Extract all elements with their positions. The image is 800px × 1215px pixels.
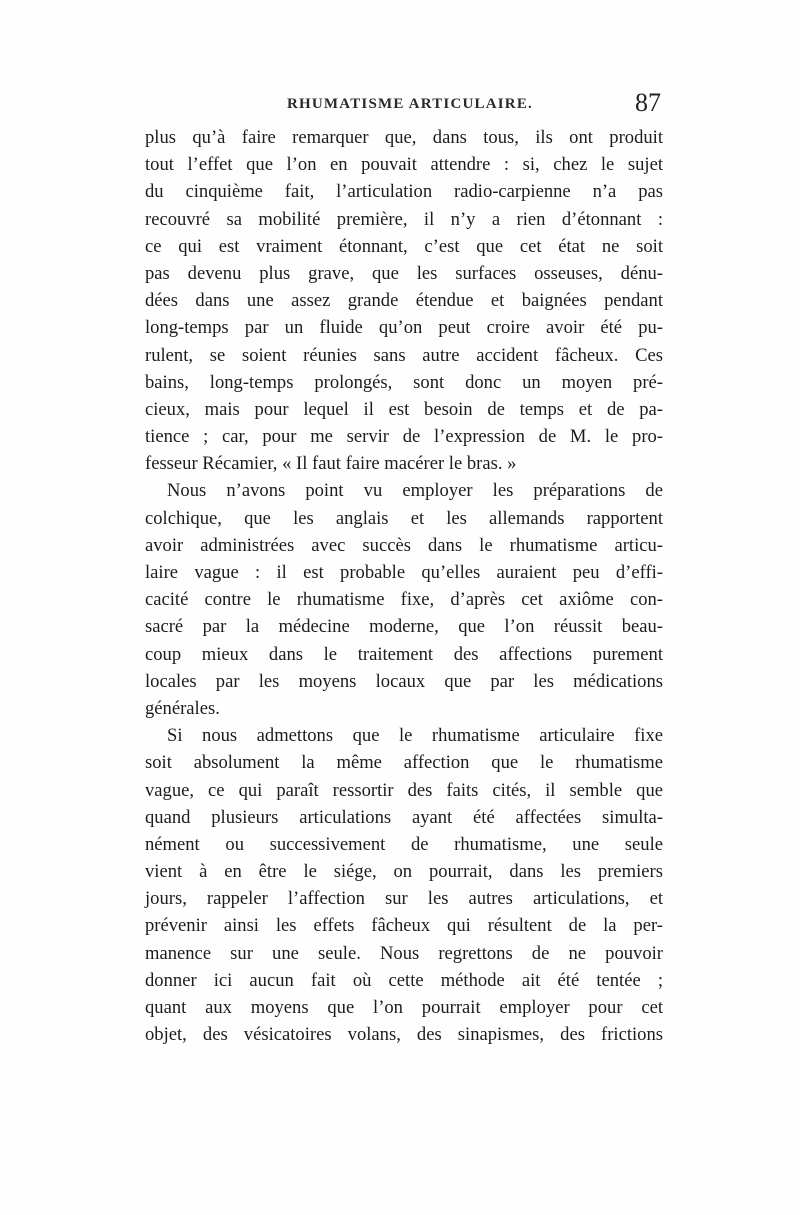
- text-line: vient à en être le siége, on pourrait, dans les premiers: [145, 861, 663, 883]
- text-line: locales par les moyens locaux que par les médications: [145, 670, 663, 692]
- text-line: sacré par la médecine moderne, que l’on réussit beau-: [145, 616, 663, 638]
- text-line: coup mieux dans le traitement des affections purement: [145, 643, 663, 665]
- text-line: nément ou successivement de rhumatisme, une seule: [145, 833, 663, 855]
- text-line: ce qui est vraiment étonnant, c’est que cet état ne soit: [145, 235, 663, 257]
- text-line: laire vague : il est probable qu’elles auraient peu d’effi-: [145, 562, 663, 583]
- text-line: avoir administrées avec succès dans le rhumatisme articu-: [145, 534, 663, 556]
- text-line: Si nous admettons que le rhumatisme articulaire fixe: [167, 725, 663, 747]
- text-line: cacité contre le rhumatisme fixe, d’après cet axiôme con-: [145, 589, 663, 611]
- text-line: Nous n’avons point vu employer les préparations de: [167, 480, 663, 502]
- text-line: rulent, se soient réunies sans autre accident fâcheux. Ces: [145, 344, 663, 366]
- text-line: générales.: [145, 697, 220, 719]
- text-line: bains, long-temps prolongés, sont donc un moyen pré-: [145, 371, 663, 393]
- text-line: donner ici aucun fait où cette méthode ait été tentée ;: [145, 969, 663, 991]
- text-line: tience ; car, pour me servir de l’expression de M. le pro-: [145, 426, 663, 448]
- body-text: [145, 124, 663, 1048]
- running-head: [145, 90, 663, 120]
- page-number: 87: [635, 88, 661, 117]
- text-line: soit absolument la même affection que le rhumatisme: [145, 752, 663, 774]
- text-line: fesseur Récamier, « Il faut faire macérer le bras. »: [145, 453, 517, 475]
- text-line: quant aux moyens que l’on pourrait employer pour cet: [145, 997, 663, 1018]
- text-line: tout l’effet que l’on en pouvait attendre : si, chez le sujet: [145, 154, 663, 176]
- text-line: pas devenu plus grave, que les surfaces osseuses, dénu-: [145, 262, 663, 284]
- text-line: long-temps par un fluide qu’on peut croire avoir été pu-: [145, 317, 663, 339]
- text-line: du cinquième fait, l’articulation radio-carpienne n’a pas: [145, 181, 663, 203]
- text-line: quand plusieurs articulations ayant été affectées simulta-: [145, 806, 663, 828]
- running-title: RHUMATISME ARTICULAIRE.: [287, 96, 533, 112]
- text-line: objet, des vésicatoires volans, des sinapismes, des frictions: [145, 1024, 663, 1046]
- text-line: dées dans une assez grande étendue et baignées pendant: [145, 290, 663, 312]
- text-line: cieux, mais pour lequel il est besoin de temps et de pa-: [145, 398, 663, 420]
- text-line: plus qu’à faire remarquer que, dans tous, ils ont produit: [145, 127, 663, 148]
- text-line: jours, rappeler l’affection sur les autres articulations, et: [145, 888, 663, 910]
- text-line: colchique, que les anglais et les allemands rapportent: [145, 507, 663, 529]
- text-line: vague, ce qui paraît ressortir des faits cités, il semble que: [145, 779, 663, 801]
- text-line: manence sur une seule. Nous regrettons de ne pouvoir: [145, 942, 663, 964]
- text-line: prévenir ainsi les effets fâcheux qui résultent de la per-: [145, 915, 663, 937]
- text-line: recouvré sa mobilité première, il n’y a rien d’étonnant :: [145, 208, 663, 230]
